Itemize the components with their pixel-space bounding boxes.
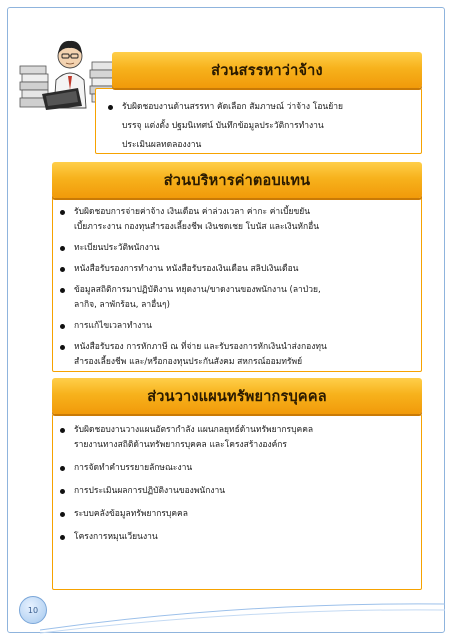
list-item: ระบบคลังข้อมูลทรัพยากรบุคคล bbox=[60, 507, 410, 522]
list-item: การจัดทำคำบรรยายลักษณะงาน bbox=[60, 461, 410, 476]
section-hr-planning-title: ส่วนวางแผนทรัพยากรบุคคล bbox=[147, 388, 327, 405]
section-recruitment-title: ส่วนสรรหาว่าจ้าง bbox=[211, 62, 323, 79]
list-item: รับผิดชอบงานด้านสรรหา คัดเลือก สัมภาษณ์ ว่าจ้าง โอนย้าย บรรจุ แต่งตั้ง ปฐมนิเทศน์ บันทึกข้อมูลประวัติการทำงาน ประเมินผลทดลองงาน bbox=[108, 98, 408, 155]
page-number: 10 bbox=[19, 596, 47, 624]
section-hr-planning-banner bbox=[52, 378, 422, 414]
section-recruitment-list bbox=[108, 98, 408, 155]
list-item: โครงการหมุนเวียนงาน bbox=[60, 530, 410, 545]
section-compensation-banner bbox=[52, 162, 422, 198]
list-item: ทะเบียนประวัติพนักงาน bbox=[60, 241, 410, 256]
section-recruitment-banner bbox=[112, 52, 422, 88]
section-compensation-list bbox=[60, 205, 410, 376]
section-hr-planning-list bbox=[60, 423, 410, 553]
list-item: รับผิดชอบงานวางแผนอัตรากำลัง แผนกลยุทธ์ด้านทรัพยากรบุคคล รายงานทางสถิติด้านทรัพยากรบุคคล และโครงสร้างองค์กร bbox=[60, 423, 410, 453]
list-item: หนังสือรับรอง การหักภาษี ณ ที่จ่าย และรับรองการหักเงินนำส่งกองทุน สำรองเลี้ยงชีพ และ/หรือกองทุนประกันสังคม สหกรณ์ออมทรัพย์ bbox=[60, 340, 410, 370]
section-compensation-title: ส่วนบริหารค่าตอบแทน bbox=[163, 172, 311, 189]
list-item: การแก้ไขเวลาทำงาน bbox=[60, 319, 410, 334]
list-item: ข้อมูลสถิติการมาปฏิบัติงาน หยุดงาน/ขาดงานของพนักงาน (ลาป่วย, ลากิจ, ลาพักร้อน, ลาอื่นๆ) bbox=[60, 283, 410, 313]
list-item: รับผิดชอบการจ่ายค่าจ้าง เงินเดือน ค่าล่วงเวลา ค่ากะ ค่าเบี้ยขยัน เบี้ยภาระงาน กองทุนสำรองเลี้ยงชีพ เงินชดเชย โบนัส และเงินหักอื่น bbox=[60, 205, 410, 235]
list-item: หนังสือรับรองการทำงาน หนังสือรับรองเงินเดือน สลิปเงินเดือน bbox=[60, 262, 410, 277]
footer-swoosh bbox=[40, 600, 445, 634]
list-item: การประเมินผลการปฏิบัติงานของพนักงาน bbox=[60, 484, 410, 499]
